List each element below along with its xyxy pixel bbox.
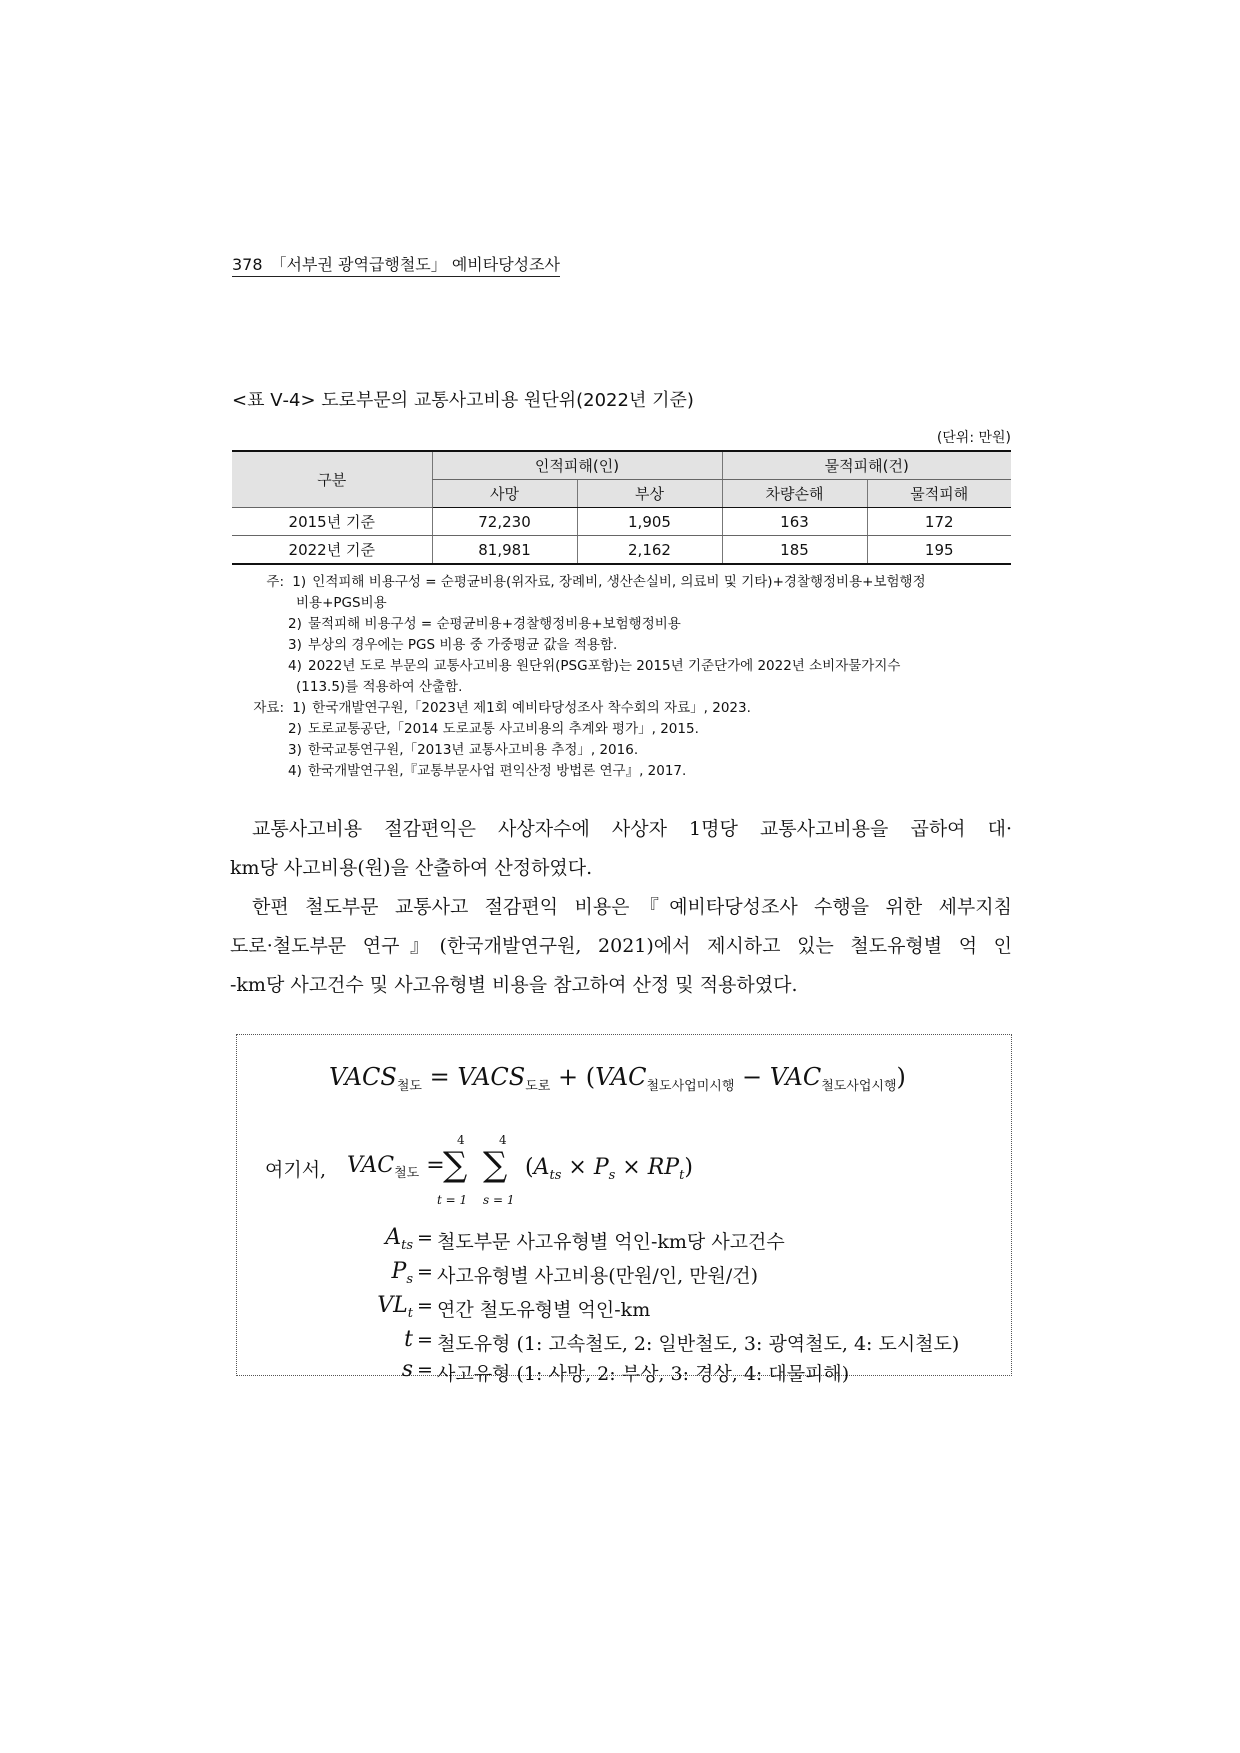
source-text: 한국개발연구원,『교통부문사업 편익산정 방법론 연구』, 2017. [308,763,687,779]
table-notes [232,572,1012,782]
table-row [232,536,1011,565]
double-summation [437,1133,527,1211]
paragraph-line: 교통사고비용 절감편익은 사상자수에 사상자 1명당 교통사고비용을 곱하여 대· [252,818,1012,840]
note-text: 인적피해 비용구성 = 순평균비용(위자료, 장례비, 생산손실비, 의료비 및 기타)+경찰행정비용+보험행정 [312,574,926,590]
table-cell: 2,162 [577,536,722,565]
source-number: 2) [288,721,302,737]
definition-symbol: t [404,1327,413,1352]
table-caption: <표 Ⅴ-4> 도로부문의 교통사고비용 원단위(2022년 기준) [232,390,694,411]
source-number: 3) [288,742,302,758]
table-cell: 72,230 [432,508,577,536]
source-item [232,698,1012,719]
definition-text: 철도부문 사고유형별 억인-km당 사고건수 [437,1231,785,1253]
definition-text: 철도유형 (1: 고속철도, 2: 일반철도, 3: 광역철도, 4: 도시철도) [437,1333,960,1355]
source-number: 1) [292,700,307,716]
note-number: 2) [288,616,302,632]
where-label: 여기서, [265,1159,327,1181]
table-cell: 1,905 [577,508,722,536]
paragraph-line: km당 사고비용(원)을 산출하여 산정하였다. [230,857,593,879]
running-header [232,252,560,277]
definition-symbol: $VL_t$ [377,1293,413,1321]
note-item [232,635,1012,656]
vac-symbol: VAC [347,1153,395,1178]
note-number: 1) [292,574,307,590]
note-text: 부상의 경우에는 PGS 비용 중 가중평균 값을 적용함. [308,637,618,653]
row-label: 2022년 기준 [232,536,432,565]
row-label: 2015년 기준 [232,508,432,536]
note-lead: 주: [266,574,284,590]
source-text: 도로교통공단,「2014 도로교통 사고비용의 추계와 평가」, 2015. [308,721,699,737]
vac-symbol: VAC [769,1063,822,1091]
document-title: 「서부권 광역급행철도」 예비타당성조사 [270,255,561,274]
main-equation: $VACS_{철도}$ = $VACS_{도로} + (VAC_{철도사업미시행} - VAC_{철도사업시행})$ [329,1063,906,1094]
column-header: 사망 [432,480,577,508]
header-group-human: 인적피해(인) [432,451,722,480]
sum-upper-limit: 4 [457,1133,465,1147]
subscript-road: 도로 [525,1079,551,1094]
source-item [232,761,1012,782]
unit-label: (단위: 만원) [936,430,1011,446]
sigma-symbol: ∑ [443,1145,468,1185]
definition-text: 연간 철도유형별 억인-km [437,1299,651,1321]
definition-row: $P_s$ = 사고유형별 사고비용(만원/인, 만원/건) [391,1259,759,1287]
source-item [232,719,1012,740]
table-cell: 163 [722,508,867,536]
note-item [232,572,1012,593]
note-text: 물적피해 비용구성 = 순평균비용+경찰행정비용+보험행정비용 [308,616,681,632]
vacs-symbol: VACS [329,1063,397,1091]
paragraph-line: 도로·철도부문 연구』(한국개발연구원, 2021)에서 제시하고 있는 철도유형별 억 인 [230,935,1012,957]
note-number: 3) [288,637,302,653]
source-number: 4) [288,763,302,779]
definition-symbol: s [401,1357,413,1382]
table-cell: 185 [722,536,867,565]
source-text: 한국개발연구원,「2023년 제1회 예비타당성조사 착수회의 자료」, 2023. [312,700,751,716]
header-group-property: 물적피해(건) [722,451,1011,480]
table-cell: 81,981 [432,536,577,565]
body-text [230,810,1012,1005]
note-item [232,614,1012,635]
note-continuation: 비용+PGS비용 [296,595,387,611]
subscript-with-project: 철도사업시행 [821,1079,897,1094]
subscript-rail: 철도 [394,1166,420,1181]
definition-symbol: $P_s$ [391,1259,413,1287]
definition-symbol: $A_{ts}$ [385,1225,413,1253]
definition-text: 사고유형 (1: 사망, 2: 부상, 3: 경상, 4: 대물피해) [437,1363,850,1385]
header-category: 구분 [232,451,432,508]
note-number: 4) [288,658,302,674]
column-header: 부상 [577,480,722,508]
definition-row: $A_{ts}$ = 철도부문 사고유형별 억인-km당 사고건수 [385,1225,785,1253]
formula-box [236,1034,1012,1385]
note-continuation: (113.5)를 적용하여 산출함. [296,679,463,695]
column-header: 물적피해 [867,480,1011,508]
vacs-symbol: VACS [457,1063,526,1091]
where-row [265,1133,765,1213]
source-lead: 자료: [253,700,284,716]
definition-row: $VL_t$ = 연간 철도유형별 억인-km [377,1293,651,1321]
sum-lower-limit: s = 1 [483,1193,515,1207]
sum-upper-limit: 4 [499,1133,507,1147]
table-cell: 172 [867,508,1011,536]
table-cell: 195 [867,536,1011,565]
page-number: 378 [232,255,263,274]
vac-symbol: VAC [595,1063,647,1091]
sum-lower-limit: t = 1 [437,1193,468,1207]
summation-body: $(A_{ts} \times P_s \times RP_t)$ [525,1155,693,1183]
note-text: 2022년 도로 부문의 교통사고비용 원단위(PSG포함)는 2015년 기준단가에 2022년 소비자물가지수 [308,658,901,674]
note-item [232,656,1012,677]
subscript-rail: 철도 [396,1079,422,1094]
definition-text: 사고유형별 사고비용(만원/인, 만원/건) [437,1265,759,1287]
table-row [232,508,1011,536]
column-header: 차량손해 [722,480,867,508]
accident-cost-table [232,450,1011,565]
source-item [232,740,1012,761]
definition-row: t = 철도유형 (1: 고속철도, 2: 일반철도, 3: 광역철도, 4: 도시철도) [404,1327,960,1355]
paragraph-line: -km당 사고건수 및 사고유형별 비용을 참고하여 산정 및 적용하였다. [230,974,798,996]
vac-lhs: $VAC_{철도}$ = [347,1153,445,1181]
definition-row: s = 사고유형 (1: 사망, 2: 부상, 3: 경상, 4: 대물피해) [401,1357,850,1385]
sigma-symbol: ∑ [483,1145,508,1185]
paragraph-line: 한편 철도부문 교통사고 절감편익 비용은『예비타당성조사 수행을 위한 세부지침 [252,896,1012,918]
source-text: 한국교통연구원,「2013년 교통사고비용 추정」, 2016. [308,742,639,758]
subscript-without-project: 철도사업미시행 [646,1079,735,1094]
